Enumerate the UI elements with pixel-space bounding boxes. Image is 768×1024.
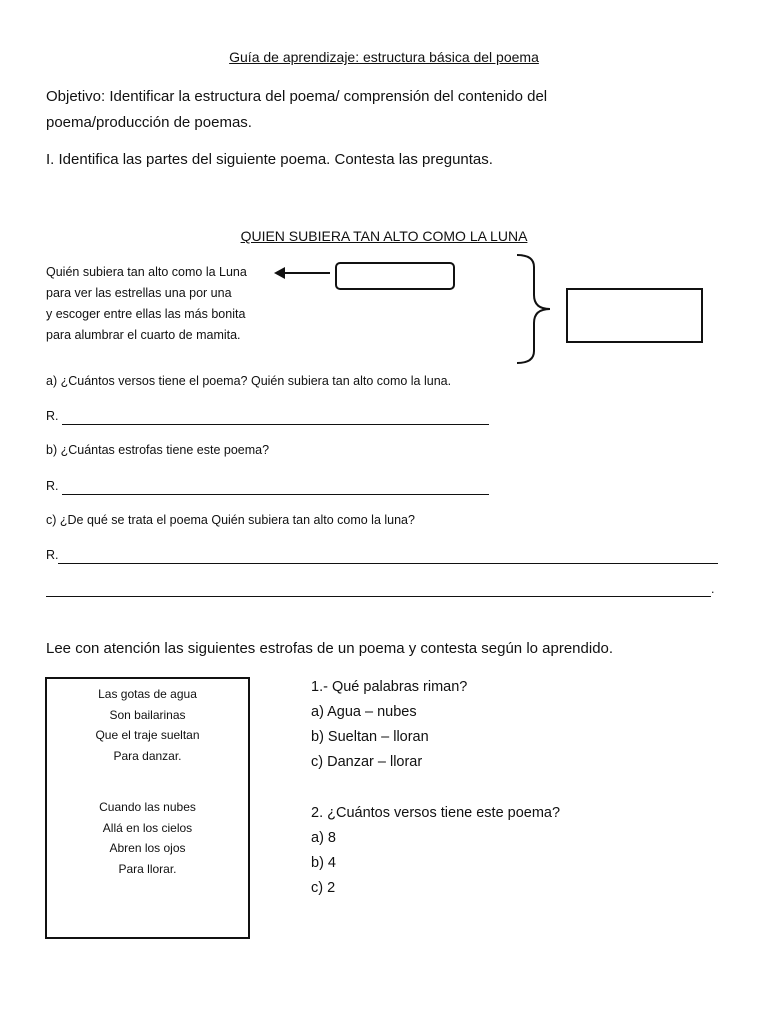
question-2-option-b[interactable]: b) 4 [311, 855, 336, 871]
answer-a-line[interactable] [62, 424, 489, 425]
question-2-text: 2. ¿Cuántos versos tiene este poema? [311, 805, 561, 821]
question-c: c) ¿De qué se trata el poema Quién subiera tan alto como la luna? [46, 513, 415, 527]
poem-1-verse-2: para ver las estrellas una por una [46, 286, 232, 300]
answer-c-period: . [711, 582, 715, 596]
poem-2-verse-7: Abren los ojos [109, 841, 186, 855]
question-1-option-c[interactable]: c) Danzar – llorar [311, 754, 423, 770]
question-b: b) ¿Cuántas estrofas tiene este poema? [46, 443, 270, 457]
poem-2-verse-2: Son bailarinas [109, 707, 186, 722]
answer-b-prefix: R. [46, 479, 59, 493]
question-1-option-b[interactable]: b) Sueltan – lloran [311, 729, 429, 745]
stanza-label-box[interactable] [566, 288, 703, 343]
answer-c-line-1[interactable] [58, 563, 718, 564]
poem-2-verse-6: Allá en los cielos [102, 820, 193, 835]
instruction-1: I. Identifica las partes del siguiente poema. Contesta las preguntas. [46, 151, 493, 168]
question-1-option-a[interactable]: a) Agua – nubes [311, 704, 417, 720]
question-2-block [311, 801, 560, 901]
poem-2-verse-5: Cuando las nubes [99, 800, 196, 814]
instruction-2: Lee con atención las siguientes estrofas de un poema y contesta según lo aprendido. [46, 640, 614, 657]
answer-c-prefix: R. [46, 548, 59, 562]
question-1-text: 1.- Qué palabras riman? [311, 679, 468, 695]
verse-label-box[interactable] [335, 262, 455, 290]
poem-1-stanza [46, 262, 247, 346]
poem-2-verse-4: Para danzar. [113, 748, 182, 763]
poem-1-verse-1: Quién subiera tan alto como la Luna [46, 265, 247, 279]
poem-1-verse-4: para alumbrar el cuarto de mamita. [46, 328, 241, 342]
answer-c-line-2[interactable] [46, 596, 711, 597]
left-arrow-icon [272, 263, 334, 283]
question-1-block [311, 675, 467, 775]
objective-line-2: poema/producción de poemas. [46, 114, 252, 131]
answer-a-prefix: R. [46, 409, 59, 423]
objective-line-1: Objetivo: Identificar la estructura del poema/ comprensión del contenido del [46, 88, 548, 105]
poem-2-verse-8: Para llorar. [118, 861, 177, 876]
question-a: a) ¿Cuántos versos tiene el poema? Quién subiera tan alto como la luna. [46, 374, 452, 388]
page-title: Guía de aprendizaje: estructura básica del poema [229, 49, 539, 65]
poem-1-verse-3: y escoger entre ellas las más bonita [46, 307, 246, 321]
answer-b-line[interactable] [62, 494, 489, 495]
poem-2-verse-3: Que el traje sueltan [95, 728, 200, 742]
poem-2-verse-1: Las gotas de agua [98, 687, 197, 701]
poem-title: QUIEN SUBIERA TAN ALTO COMO LA LUNA [240, 228, 528, 244]
question-2-option-a[interactable]: a) 8 [311, 830, 336, 846]
question-2-option-c[interactable]: c) 2 [311, 880, 336, 896]
poem-2-box [45, 677, 250, 939]
curly-brace-icon [512, 252, 554, 364]
